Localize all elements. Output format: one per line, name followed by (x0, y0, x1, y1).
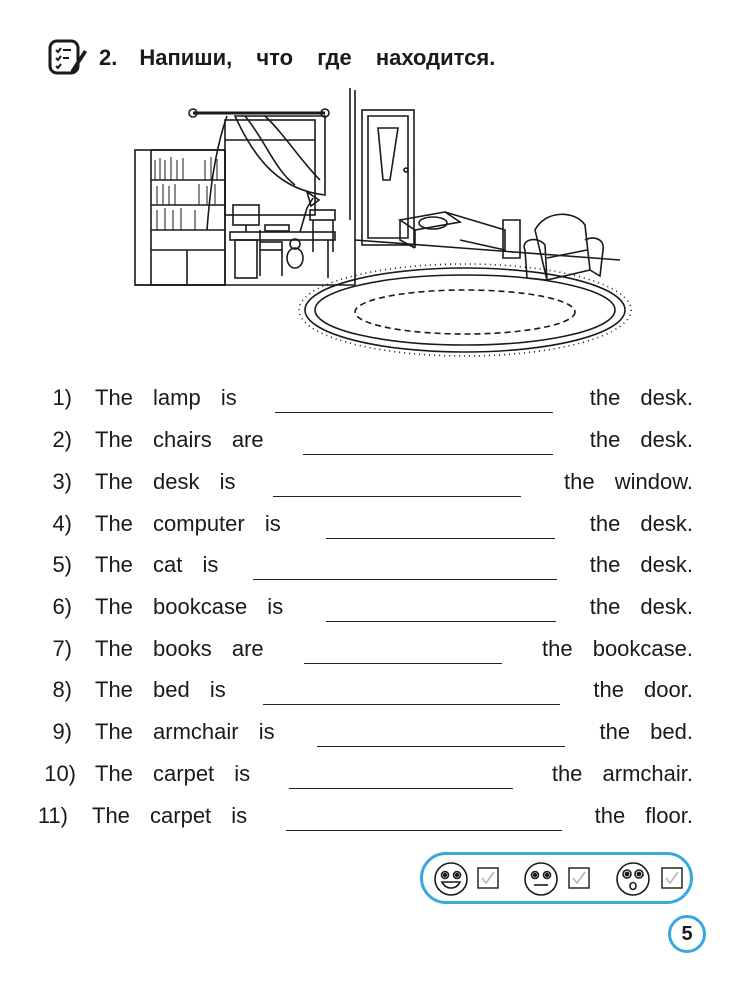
line-number: 3) (52, 469, 72, 494)
exercise-line (0, 719, 751, 749)
line-subject: The chairs are (95, 427, 264, 452)
line-number: 8) (52, 677, 72, 702)
page-number: 5 (668, 915, 706, 953)
task-title: Напиши, что где находится. (139, 45, 496, 70)
answer-blank[interactable] (286, 830, 562, 831)
line-object: the bookcase. (542, 636, 693, 661)
answer-blank[interactable] (326, 538, 555, 539)
answer-blank[interactable] (273, 496, 521, 497)
line-number: 4) (52, 511, 72, 536)
line-number: 7) (52, 636, 72, 661)
line-subject: The books are (95, 636, 264, 661)
exercise-line (0, 803, 751, 833)
line-subject: The bed is (95, 677, 226, 702)
line-subject: The cat is (95, 552, 219, 577)
line-number: 2) (52, 427, 72, 452)
line-subject: The carpet is (95, 761, 251, 786)
self-assessment (420, 852, 693, 904)
surprised-face-icon (615, 861, 651, 897)
line-object: the desk. (589, 594, 693, 619)
answer-blank[interactable] (263, 704, 560, 705)
line-object: the door. (593, 677, 693, 702)
line-subject: The computer is (95, 511, 281, 536)
neutral-face-icon (523, 861, 559, 897)
exercise-line (0, 594, 751, 624)
happy-face-icon (433, 861, 469, 897)
exercise-line (0, 427, 751, 457)
line-subject: The bookcase is (95, 594, 284, 619)
line-object: the bed. (599, 719, 693, 744)
line-number: 5) (52, 552, 72, 577)
answer-blank[interactable] (304, 663, 502, 664)
line-number: 6) (52, 594, 72, 619)
line-object: the desk. (589, 385, 693, 410)
task-number: 2. (99, 45, 118, 70)
exercise-line (0, 469, 751, 499)
answer-blank[interactable] (326, 621, 556, 622)
checkbox-tick-icon[interactable] (477, 867, 499, 889)
line-object: the window. (564, 469, 693, 494)
answer-blank[interactable] (317, 746, 565, 747)
answer-blank[interactable] (275, 412, 553, 413)
exercise-line (0, 761, 751, 791)
line-subject: The lamp is (95, 385, 237, 410)
exercise-line (0, 552, 751, 582)
answer-blank[interactable] (303, 454, 553, 455)
line-object: the desk. (589, 511, 693, 536)
line-object: the armchair. (551, 761, 693, 786)
line-subject: The carpet is (92, 803, 248, 828)
exercise-line (0, 511, 751, 541)
line-number: 11) (37, 803, 68, 828)
checkbox-tick-icon[interactable] (661, 867, 683, 889)
exercise-line (0, 385, 751, 415)
line-object: the desk. (589, 552, 693, 577)
line-number: 9) (52, 719, 72, 744)
line-number: 1) (52, 385, 72, 410)
line-number: 10) (44, 761, 76, 786)
answer-blank[interactable] (253, 579, 557, 580)
line-subject: The armchair is (95, 719, 275, 744)
exercise-line (0, 636, 751, 666)
answer-blank[interactable] (289, 788, 513, 789)
line-subject: The desk is (95, 469, 236, 494)
exercise-line (0, 677, 751, 707)
line-object: the floor. (594, 803, 693, 828)
line-object: the desk. (589, 427, 693, 452)
checkbox-tick-icon[interactable] (568, 867, 590, 889)
